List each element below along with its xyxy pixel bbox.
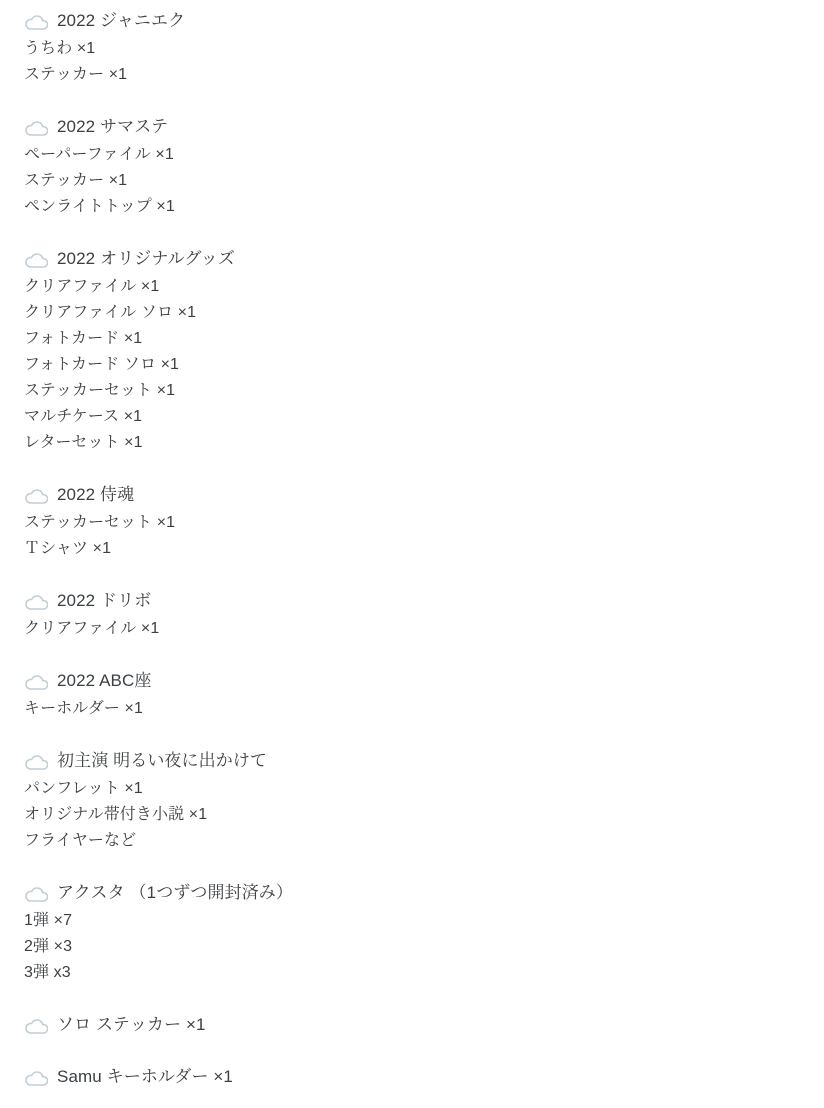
goods-group <box>24 8 800 88</box>
goods-item: フォトカード ソロ ×1 <box>24 356 180 373</box>
goods-item: うちわ ×1 <box>24 40 96 57</box>
goods-item: Ｔシャツ ×1 <box>24 540 112 557</box>
goods-item: ペンライトトップ ×1 <box>24 198 175 215</box>
goods-item: ペーパーファイル ×1 <box>24 146 174 163</box>
goods-item: レターセット ×1 <box>24 434 143 451</box>
goods-group <box>24 114 800 220</box>
goods-item: ステッカーセット ×1 <box>24 382 176 399</box>
cloud-icon <box>24 1070 48 1086</box>
group-title: 2022 ジャニエク <box>57 11 186 30</box>
goods-group <box>24 246 800 456</box>
goods-group <box>24 880 800 986</box>
group-title: 2022 サマステ <box>57 117 169 136</box>
group-title: 2022 ABC座 <box>57 671 152 690</box>
goods-item: 2弾 ×3 <box>24 938 73 955</box>
group-title: ソロ ステッカー ×1 <box>57 1015 206 1034</box>
goods-item: クリアファイル ×1 <box>24 278 160 295</box>
goods-item: ステッカーセット ×1 <box>24 514 176 531</box>
group-header <box>24 1064 800 1090</box>
cloud-icon <box>24 252 48 268</box>
cloud-icon <box>24 674 48 690</box>
goods-group <box>24 588 800 642</box>
goods-item: オリジナル帯付き小説 ×1 <box>24 806 208 823</box>
group-header <box>24 114 800 140</box>
group-header <box>24 1012 800 1038</box>
goods-group <box>24 1064 800 1090</box>
group-header <box>24 668 800 694</box>
group-title: 2022 オリジナルグッズ <box>57 249 235 268</box>
cloud-icon <box>24 594 48 610</box>
cloud-icon <box>24 14 48 30</box>
group-title: アクスタ （1つずつ開封済み） <box>57 883 293 902</box>
goods-item: 3弾 x3 <box>24 964 71 981</box>
group-title: 2022 ドリボ <box>57 591 152 610</box>
group-header <box>24 588 800 614</box>
group-header <box>24 8 800 34</box>
group-header <box>24 748 800 774</box>
goods-item: ステッカー ×1 <box>24 66 128 83</box>
goods-item: キーホルダー ×1 <box>24 700 143 717</box>
goods-group <box>24 668 800 722</box>
cloud-icon <box>24 754 48 770</box>
cloud-icon <box>24 886 48 902</box>
goods-item: 1弾 ×7 <box>24 912 73 929</box>
group-title: 2022 侍魂 <box>57 485 135 504</box>
goods-item: フライヤーなど <box>24 832 137 849</box>
goods-item: マルチケース ×1 <box>24 408 143 425</box>
goods-item: フォトカード ×1 <box>24 330 143 347</box>
goods-group <box>24 748 800 854</box>
cloud-icon <box>24 120 48 136</box>
goods-item: クリアファイル ×1 <box>24 620 160 637</box>
cloud-icon <box>24 1018 48 1034</box>
group-header <box>24 880 800 906</box>
group-header <box>24 246 800 272</box>
cloud-icon <box>24 488 48 504</box>
group-header <box>24 482 800 508</box>
group-title: 初主演 明るい夜に出かけて <box>57 751 268 770</box>
goods-group <box>24 1012 800 1038</box>
goods-item: クリアファイル ソロ ×1 <box>24 304 197 321</box>
goods-item: パンフレット ×1 <box>24 780 143 797</box>
goods-item: ステッカー ×1 <box>24 172 128 189</box>
goods-group <box>24 482 800 562</box>
group-title: Samu キーホルダー ×1 <box>57 1067 233 1086</box>
